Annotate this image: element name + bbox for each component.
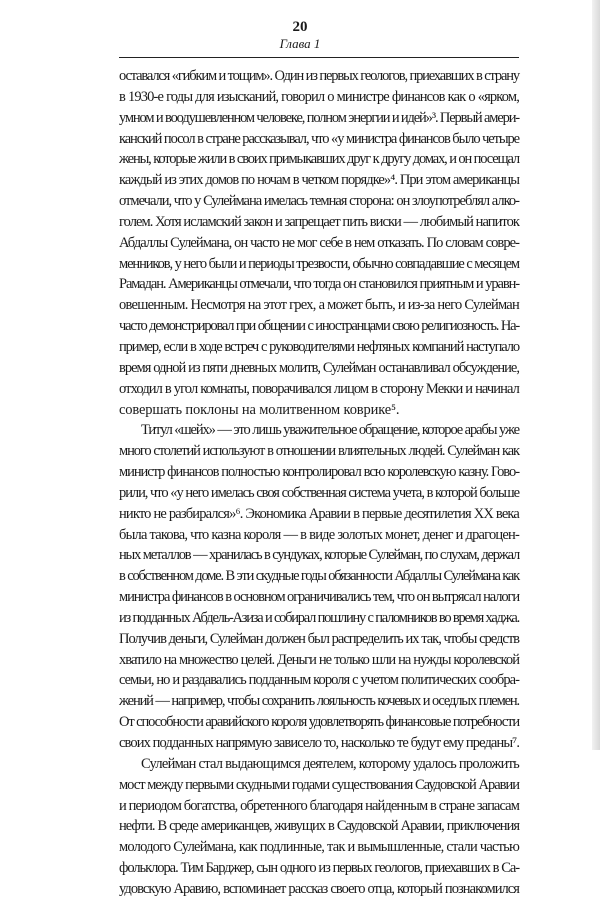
text-line: часто демонстрировал при общении с иностранцами свою религиозность. На- — [119, 318, 519, 335]
text-line: хватило на множество целей. Деньги не только шли на нужды королевской — [119, 651, 519, 668]
text-line: Абдаллы Сулеймана, он часто не мог себе в нем отказать. По словам совре- — [119, 234, 519, 251]
text-line: каждый из этих домов по ночам в четком порядке»⁴. При этом американцы — [119, 172, 519, 189]
text-line: Сулейман стал выдающимся деятелем, которому удалось проложить — [141, 755, 520, 772]
page-number: 20 — [292, 19, 308, 35]
text-line: никто не разбирался»⁶. Экономика Аравии в первые десятилетия XX века — [119, 505, 519, 522]
text-line: из подданных Абдель-Азиза и собирал пошлину с паломников во время хаджа. — [119, 609, 519, 626]
text-line: фольклора. Тим Барджер, сын одного из первых геологов, приехавших в Са- — [119, 860, 519, 877]
text-line: голем. Хотя исламский закон и запрещает пить виски — любимый напиток — [119, 213, 519, 230]
chapter-title: Глава 1 — [279, 36, 321, 51]
header-divider — [119, 57, 519, 58]
text-line: нефти. В среде американцев, живущих в Саудовской Аравии, приключения — [119, 818, 519, 835]
text-line: мост между первыми скудными годами существования Саудовской Аравии — [119, 776, 519, 793]
text-line: в 1930-е годы для изысканий, говорил о министре финансов как о «ярком, — [119, 88, 519, 105]
text-line: Титул «шейх» — это лишь уважительное обращение, которое арабы уже — [141, 422, 519, 439]
text-line: и периодом богатства, обретенного благодаря найденным в стране запасам — [119, 797, 519, 814]
text-line: менников, у него были и периоды трезвости, обычно совпадавшие с месяцем — [119, 255, 519, 272]
text-line: канский посол в стране рассказывал, что «у министра финансов было четыре — [119, 130, 519, 147]
text-line: отмечали, что у Сулеймана имелась темная сторона: он злоупотреблял алко- — [119, 193, 519, 210]
text-line: жений — например, чтобы сохранить лояльность кочевых и оседлых племен. — [119, 693, 519, 710]
text-line: много столетий используют в отношении влиятельных людей. Сулейман как — [119, 443, 519, 460]
text-line: отходил в угол комнаты, поворачивался лицом в сторону Мекки и начинал — [119, 380, 519, 397]
text-line: удовскую Аравию, вспоминает рассказ своего отца, который познакомился — [119, 880, 519, 897]
text-line: умном и воодушевленном человеке, полном энергии и идей»³. Первый амери- — [119, 109, 519, 126]
text-line: ных металлов — хранилась в сундуках, которые Сулейман, по слухам, держал — [119, 547, 519, 564]
text-line: Получив деньги, Сулейман должен был распределить их так, чтобы средств — [119, 630, 519, 647]
text-line: молодого Сулеймана, как подлинные, так и вымышленные, стали частью — [119, 839, 519, 856]
text-line: овешенным. Несмотря на этот грех, а может быть, и из-за него Сулейман — [119, 297, 519, 314]
text-line: своих подданных напрямую зависело то, насколько те будут ему преданы⁷. — [119, 735, 520, 751]
page-edge-shadow — [592, 0, 600, 750]
running-header — [0, 18, 600, 52]
text-line: время одной из пяти дневных молитв, Сулейман останавливал обсуждение, — [119, 359, 519, 376]
text-line: семьи, но и раздавались подданным короля с учетом политических сообра- — [119, 672, 519, 689]
text-line: От способности аравийского короля удовлетворять финансовые потребности — [119, 714, 520, 731]
body-text — [119, 66, 519, 900]
text-line: рили, что «у него имелась своя собственная система учета, в которой больше — [119, 484, 519, 501]
text-line: министра финансов в основном ограничивались тем, что он вытрясал налоги — [119, 589, 519, 606]
text-line: Рамадан. Американцы отмечали, что тогда он становился приятным и уравн- — [119, 276, 519, 293]
text-line: была такова, что казна короля — в виде золотых монет, денег и драгоцен- — [119, 526, 519, 543]
text-line: совершать поклоны на молитвенном коврике⁵. — [119, 401, 400, 418]
text-line: министр финансов полностью контролировал всю королевскую казну. Гово- — [119, 464, 519, 481]
text-line: пример, если в ходе встреч с руководителями нефтяных компаний наступало — [119, 338, 519, 355]
text-line: оставался «гибким и тощим». Один из первых геологов, приехавших в страну — [119, 68, 519, 84]
text-line: в собственном доме. В эти скудные годы обязанности Абдаллы Сулеймана как — [119, 568, 519, 585]
text-line: жены, которые жили в своих примыкавших друг к другу домах, и он посещал — [119, 151, 519, 168]
